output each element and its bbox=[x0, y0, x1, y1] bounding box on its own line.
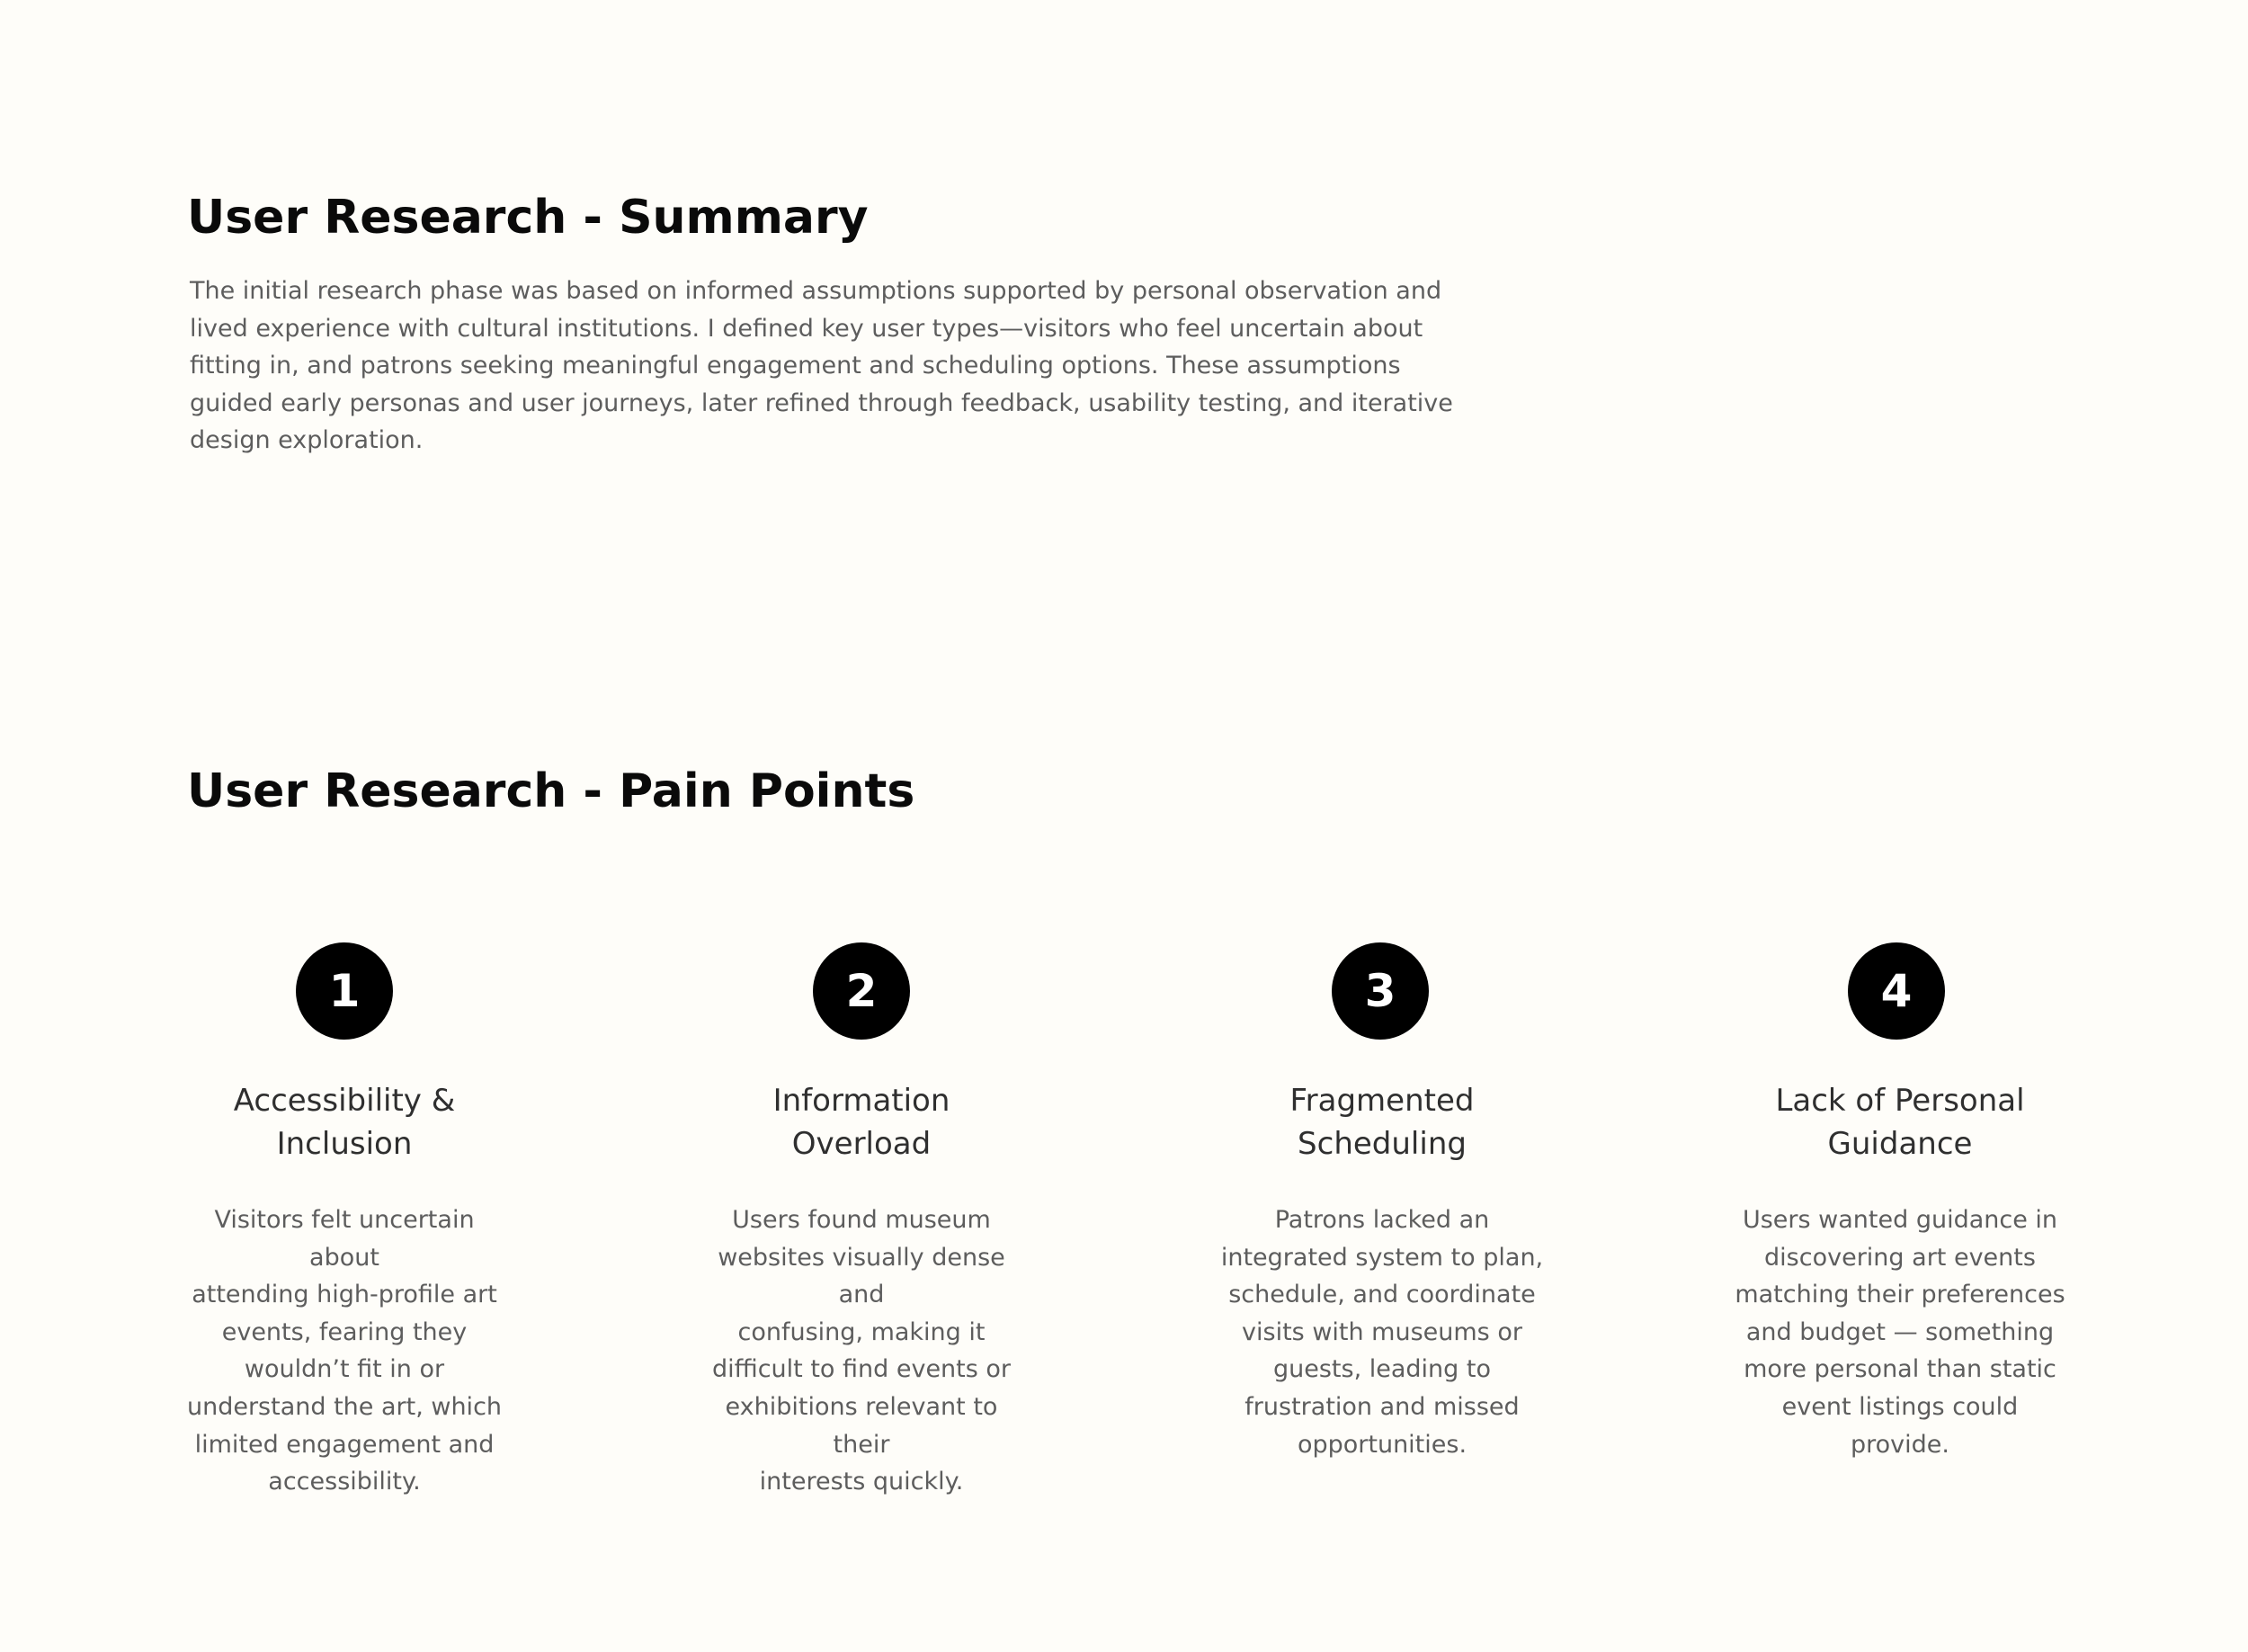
pain-point-personal-guidance bbox=[1729, 942, 2071, 1463]
summary-paragraph: The initial research phase was based on informed assumptions supported by personal observation and lived experience with cultural institutions. I defined key user types—visitors who feel uncertain about fitting in, and patrons seeking meaningful engagement and scheduling options. These assumptions guided early personas and user journeys, later refined through feedback, usability testing, and iterative design exploration. bbox=[190, 277, 1453, 455]
pain-point-information-overload bbox=[691, 942, 1032, 1501]
pain-point-description: Patrons lacked an integrated system to plan, schedule, and coordinate visits with museums or guests, leading to frustration and missed opportunities. bbox=[1220, 1206, 1544, 1459]
summary-heading: User Research - Summary bbox=[187, 191, 869, 245]
pain-point-description: Visitors felt uncertain about attending high-profile art events, fearing they wouldn’t fit in or understand the art, which limited engagement and accessibility. bbox=[186, 1206, 503, 1496]
number-badge: 3 bbox=[1332, 942, 1429, 1040]
pain-point-title: Accessibility & Inclusion bbox=[233, 1083, 456, 1162]
pain-point-title: Information Overload bbox=[772, 1083, 950, 1162]
pain-point-title: Fragmented Scheduling bbox=[1289, 1083, 1475, 1162]
number-badge: 2 bbox=[813, 942, 910, 1040]
pain-point-fragmented-scheduling bbox=[1211, 942, 1553, 1463]
pain-points-list bbox=[0, 942, 2248, 1496]
number-badge: 1 bbox=[296, 942, 393, 1040]
pain-point-description: Users found museum websites visually dense and confusing, making it difficult to find events or exhibitions relevant to their interests quickly. bbox=[711, 1206, 1012, 1496]
number-badge: 4 bbox=[1848, 942, 1945, 1040]
pain-point-title: Lack of Personal Guidance bbox=[1775, 1083, 2025, 1162]
pain-point-description: Users wanted guidance in discovering art events matching their preferences and budget — something more personal than static event listings could provide. bbox=[1735, 1206, 2065, 1459]
pain-point-accessibility bbox=[174, 942, 515, 1501]
pain-points-heading: User Research - Pain Points bbox=[187, 764, 915, 818]
